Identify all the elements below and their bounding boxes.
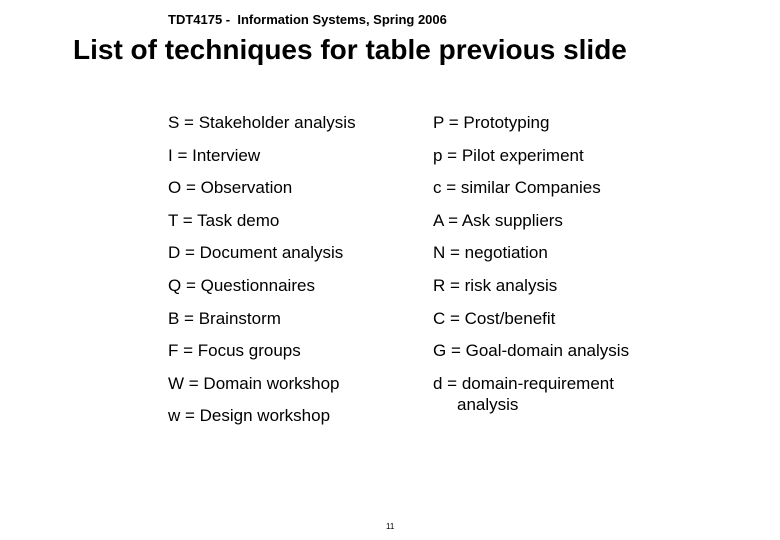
technique-item-line1: d = domain-requirement [433, 373, 614, 393]
technique-item: I = Interview [168, 145, 261, 165]
technique-item: T = Task demo [168, 210, 280, 230]
page-number: 11 [386, 522, 395, 531]
technique-item: W = Domain workshop [168, 373, 340, 393]
slide-title: List of techniques for table previous slide [73, 34, 627, 65]
technique-item: R = risk analysis [433, 275, 558, 295]
technique-item: F = Focus groups [168, 341, 301, 361]
technique-item-line2: analysis [457, 394, 519, 414]
technique-item: G = Goal-domain analysis [433, 341, 630, 361]
technique-item: P = Prototyping [433, 113, 550, 132]
technique-item-multiline [433, 373, 629, 414]
technique-item: B = Brainstorm [168, 308, 281, 328]
technique-item: O = Observation [168, 178, 293, 198]
technique-item: c = similar Companies [433, 178, 601, 198]
technique-item: w = Design workshop [168, 406, 331, 426]
technique-item: S = Stakeholder analysis [168, 113, 356, 132]
slide-header: TDT4175 - Information Systems, Spring 2006 [168, 12, 447, 27]
technique-item: Q = Questionnaires [168, 275, 315, 295]
technique-item: N = negotiation [433, 243, 548, 263]
techniques-list-left [168, 112, 356, 438]
technique-item: D = Document analysis [168, 243, 344, 263]
technique-item: p = Pilot experiment [433, 145, 584, 165]
technique-item: A = Ask suppliers [433, 210, 563, 230]
techniques-list-right [433, 112, 630, 414]
technique-item: C = Cost/benefit [433, 308, 556, 328]
